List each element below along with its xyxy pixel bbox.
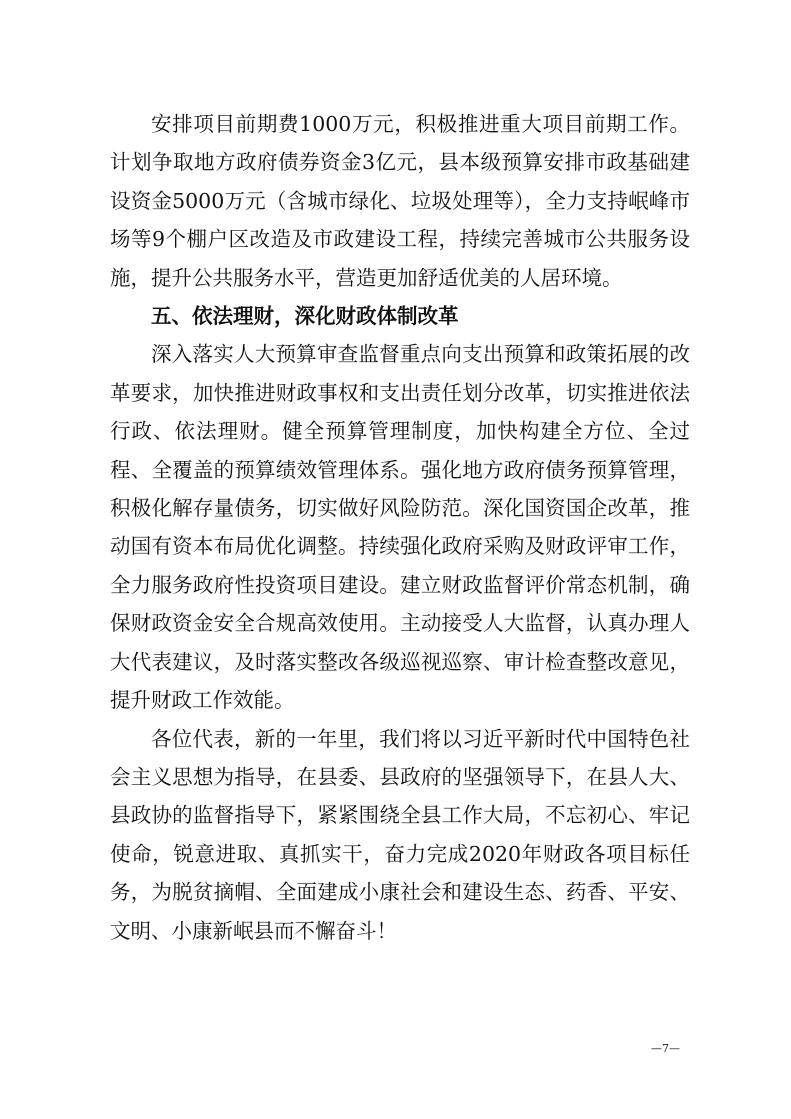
paragraph-project-funding: 安排项目前期费1000万元，积极推进重大项目前期工作。计划争取地方政府债券资金3亿元，县本级预算安排市政基础建设资金5000万元（含城市绿化、垃圾处理等），全力支持岷峰市场等9个棚户区改造及市政建设工程，持续完善城市公共服务设施，提升公共服务水平，营造更加舒适优美的人居环境。 bbox=[110, 112, 690, 290]
page-number: —7— bbox=[651, 1042, 680, 1055]
document-body bbox=[110, 105, 690, 950]
paragraph-fiscal-reform: 深入落实人大预算审查监督重点向支出预算和政策拓展的改革要求，加快推进财政事权和支出责任划分改革，切实推进依法行政、依法理财。健全预算管理制度，加快构建全方位、全过程、全覆盖的预算绩效管理体系。强化地方政府债务预算管理，积极化解存量债务，切实做好风险防范。深化国资国企改革，推动国有资本布局优化调整。持续强化政府采购及财政评审工作，全力服务政府性投资项目建设。建立财政监督评价常态机制，确保财政资金安全合规高效使用。主动接受人大监督，认真办理人大代表建议，及时落实整改各级巡视巡察、审计检查整改意见，提升财政工作效能。 bbox=[110, 342, 690, 713]
paragraph-closing-remarks: 各位代表，新的一年里，我们将以习近平新时代中国特色社会主义思想为指导，在县委、县政府的坚强领导下，在县人大、县政协的监督指导下，紧紧围绕全县工作大局，不忘初心、牢记使命，锐意进取、真抓实干，奋力完成2020年财政各项目标任务，为脱贫摘帽、全面建成小康社会和建设生态、药香、平安、文明、小康新岷县而不懈奋斗！ bbox=[110, 726, 690, 943]
section-heading: 五、依法理财，深化财政体制改革 bbox=[151, 304, 459, 329]
